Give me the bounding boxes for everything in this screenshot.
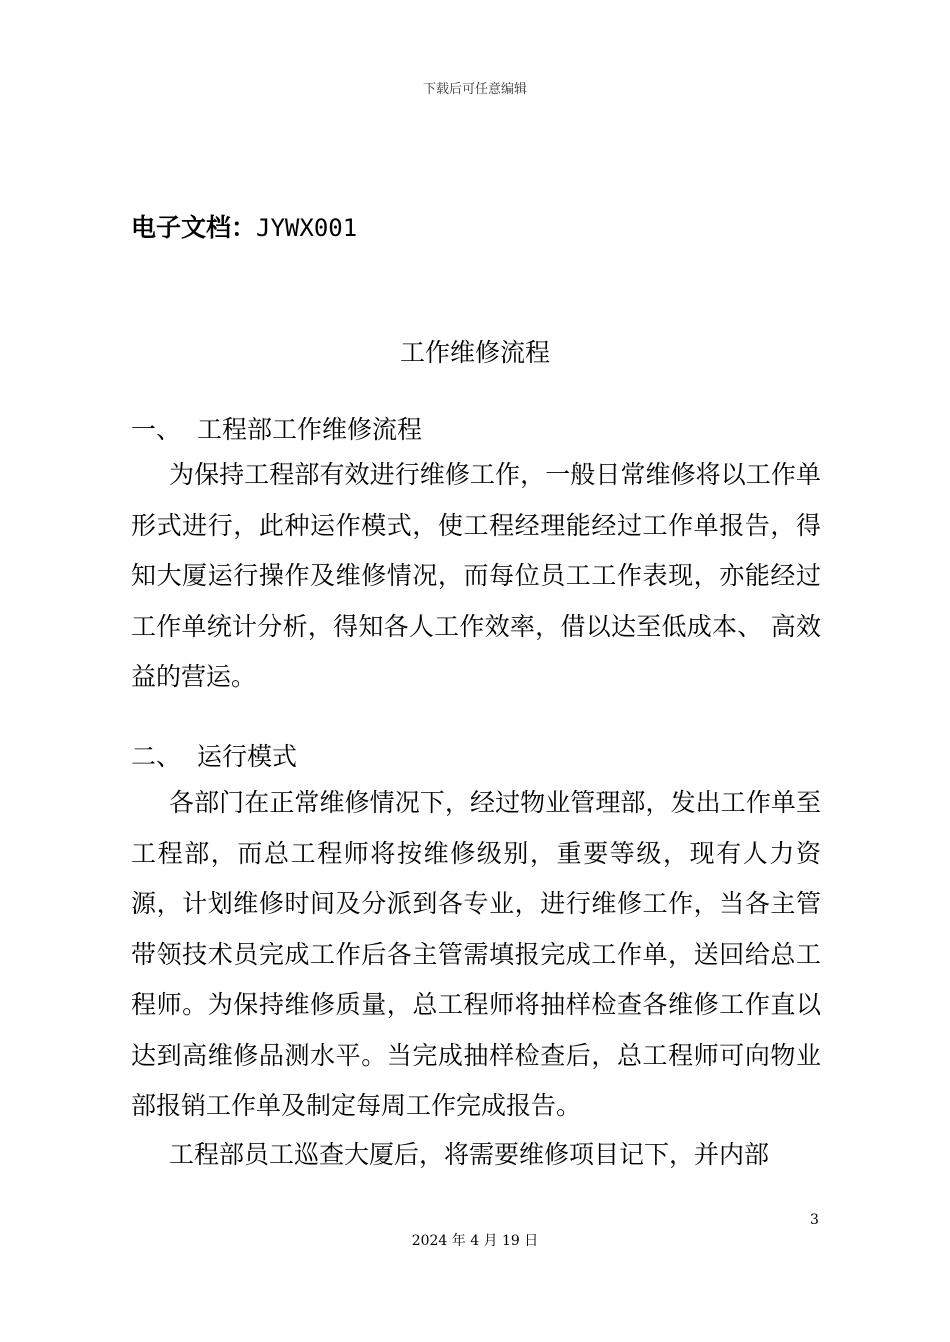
- section-2-paragraph-2: 工程部员工巡查大厦后，将需要维修项目记下，并内部: [169, 1140, 770, 1169]
- footer-date: 2024 年 4 月 19 日: [411, 1233, 539, 1249]
- document-id: [131, 208, 357, 244]
- section-heading-2: [131, 737, 297, 773]
- page-number: 3: [810, 1212, 819, 1228]
- section-2-paragraph-1: 各部门在正常维修情况下，经过物业管理部，发出工作单至工程部，而总工程师将按维修级别，重要等级，现有人力资源，计划维修时间及分派到各专业，进行维修工作，当各主管带领技术员完成工作后各主管需填报完成工作单，送回给总工程师。为保持维修质量，总工程师将抽样检查各维修工作直以达到高维修品测水平。当完成抽样检查后，总工程师可向物业部报销工作单及制定每周工作完成报告。: [131, 788, 821, 1120]
- page-header: 下载后可任意编辑: [422, 82, 527, 97]
- document-id-label: 电子文档：: [131, 213, 257, 242]
- section-number: 一、: [131, 415, 182, 444]
- section-title: 运行模式: [197, 742, 298, 771]
- section-heading-1: [131, 410, 422, 446]
- section-number: 二、: [131, 742, 182, 771]
- document-title: 工作维修流程: [399, 338, 550, 367]
- section-title: 工程部工作维修流程: [197, 415, 423, 444]
- section-1-paragraph-1: 为保持工程部有效进行维修工作，一般日常维修将以工作单形式进行，此种运作模式，使工程经理能经过工作单报告，得知大厦运行操作及维修情况，而每位员工工作表现，亦能经过工作单统计分析，得知各人工作效率，借以达至低成本、 高效益的营运。: [131, 460, 821, 691]
- document-id-code: JYWX001: [256, 214, 358, 242]
